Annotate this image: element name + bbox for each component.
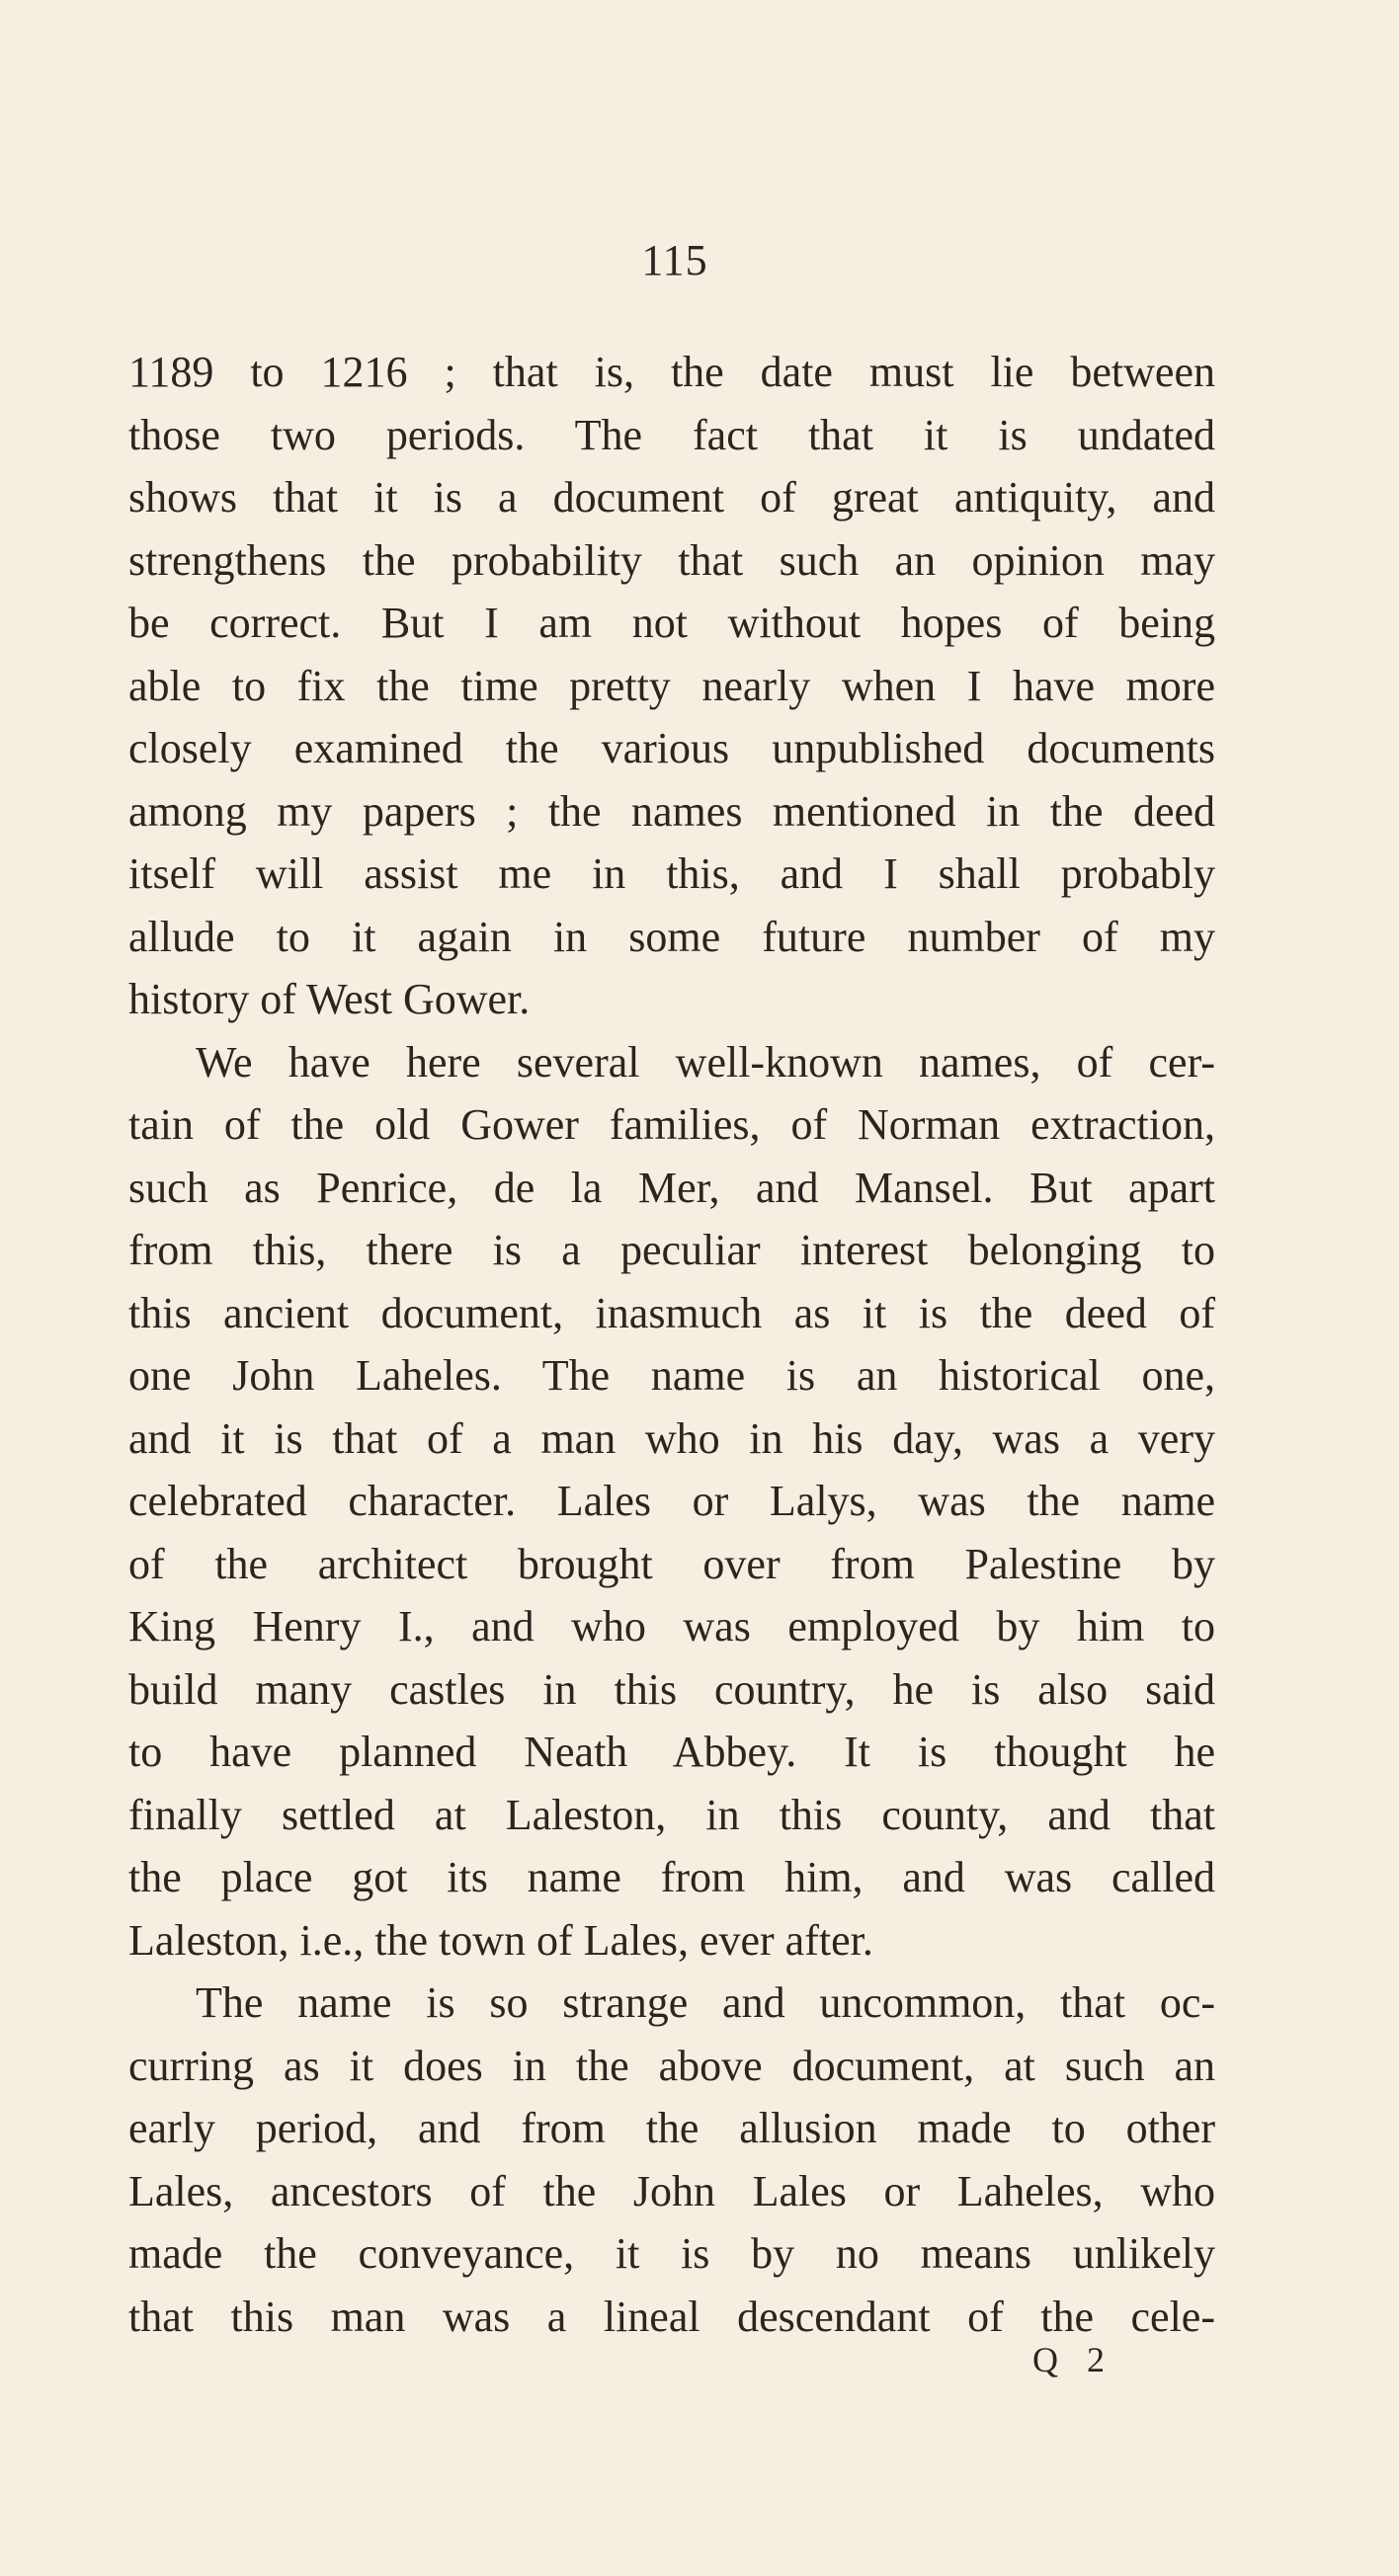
text-line: history of West Gower.: [128, 975, 531, 1023]
text-line: The name is so strange and uncommon, that oc-: [196, 1978, 1215, 2027]
paragraph: [128, 341, 1215, 1031]
text-line: from this, there is a peculiar interest belonging to: [128, 1226, 1215, 1274]
text-line: finally settled at Laleston, in this county, and that: [128, 1790, 1215, 1839]
text-line: King Henry I., and who was employed by him to: [128, 1602, 1215, 1650]
page-number: 115: [641, 236, 708, 284]
text-line: be correct. But I am not without hopes of being: [128, 599, 1215, 647]
text-line: celebrated character. Lales or Lalys, was the name: [128, 1477, 1215, 1525]
text-line: the place got its name from him, and was called: [128, 1853, 1215, 1901]
text-line: this ancient document, inasmuch as it is the deed of: [128, 1288, 1215, 1337]
text-line: and it is that of a man who in his day, was a very: [128, 1413, 1215, 1463]
text-line: those two periods. The fact that it is undated: [128, 410, 1215, 459]
text-line: allude to it again in some future number of my: [128, 912, 1215, 961]
text-line: curring as it does in the above document, at such an: [128, 2041, 1215, 2090]
text-line: Laleston, i.e., the town of Lales, ever after.: [128, 1915, 873, 1965]
text-line: early period, and from the allusion made to other: [128, 2104, 1215, 2152]
text-line: one John Laheles. The name is an historical one,: [128, 1351, 1215, 1400]
text-line: itself will assist me in this, and I shall probably: [128, 849, 1215, 898]
text-line: to have planned Neath Abbey. It is thought he: [128, 1728, 1215, 1776]
text-line: among my papers ; the names mentioned in the deed: [128, 786, 1215, 836]
paragraph: [128, 1972, 1215, 2348]
text-line: Lales, ancestors of the John Lales or Laheles, who: [128, 2166, 1215, 2215]
text-line: We have here several well-known names, of cer-: [196, 1037, 1215, 1087]
text-line: such as Penrice, de la Mer, and Mansel. But apart: [128, 1163, 1215, 1212]
text-line: able to fix the time pretty nearly when I have more: [128, 661, 1215, 710]
text-line: build many castles in this country, he is also said: [128, 1664, 1215, 1714]
text-line: made the conveyance, it is by no means unlikely: [128, 2229, 1215, 2278]
signature-mark: Q 2: [1032, 2340, 1114, 2379]
text-line: strengthens the probability that such an opinion may: [128, 535, 1215, 585]
text-line: shows that it is a document of great antiquity, and: [128, 473, 1215, 522]
text-line: that this man was a lineal descendant of the cele-: [128, 2292, 1215, 2341]
text-line: closely examined the various unpublished documents: [128, 724, 1215, 772]
text-line: tain of the old Gower families, of Norman extraction,: [128, 1100, 1215, 1149]
text-line: of the architect brought over from Palestine by: [128, 1539, 1215, 1588]
paragraph: [128, 1031, 1215, 1972]
text-line: 1189 to 1216 ; that is, the date must lie between: [128, 348, 1215, 396]
body-text: [128, 341, 1215, 2348]
